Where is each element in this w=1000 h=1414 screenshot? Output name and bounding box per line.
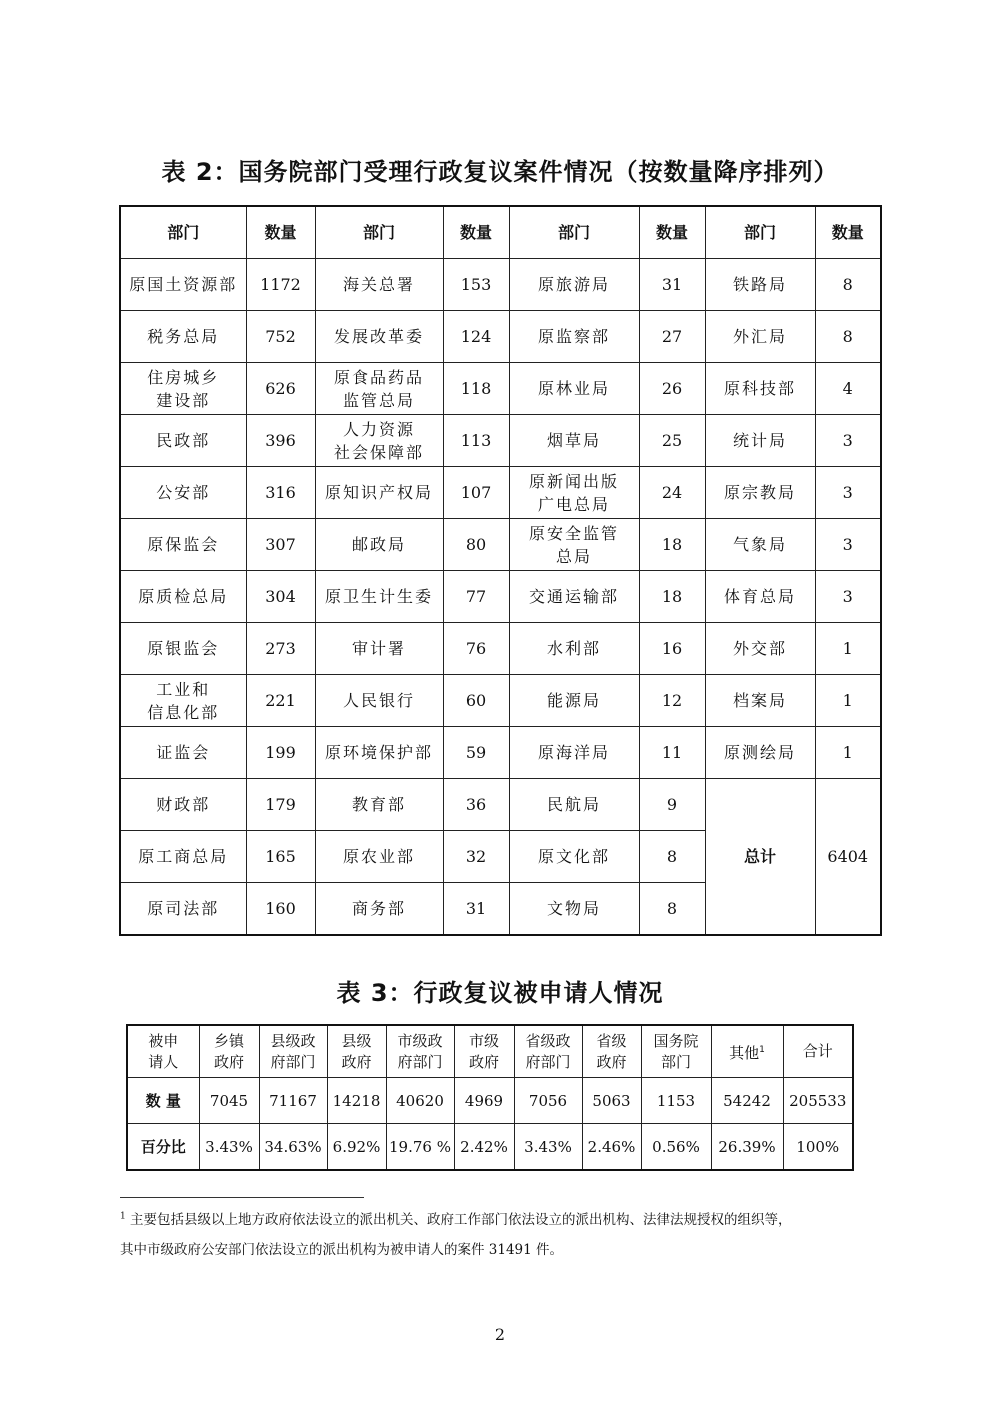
department-cell: 民航局 [509,779,639,831]
case-count-cell: 124 [443,311,509,363]
case-count-cell: 3 [815,519,881,571]
department-cell: 审计署 [315,623,443,675]
case-count-cell: 31 [639,259,705,311]
department-cell: 档案局 [705,675,815,727]
case-count-cell: 752 [246,311,315,363]
table-row [120,311,881,363]
case-count-cell: 77 [443,571,509,623]
table2-title: 表 2：国务院部门受理行政复议案件情况（按数量降序排列） [161,158,839,186]
respondent-table [126,1024,854,1171]
table-row [120,571,881,623]
count-cell: 40620 [386,1078,454,1124]
case-count-cell: 221 [246,675,315,727]
table-row [120,675,881,727]
table-header-row [127,1025,853,1078]
case-count-cell: 626 [246,363,315,415]
case-count-cell: 273 [246,623,315,675]
percent-cell: 2.46% [582,1124,641,1171]
case-count-cell: 165 [246,831,315,883]
department-cell: 人民银行 [315,675,443,727]
column-header-department: 部门 [120,206,246,259]
page-number: 2 [494,1325,506,1344]
count-cell: 7045 [199,1078,259,1124]
department-cell: 原文化部 [509,831,639,883]
case-count-cell: 396 [246,415,315,467]
case-count-cell: 16 [639,623,705,675]
case-count-cell: 3 [815,467,881,519]
column-header-count: 数量 [246,206,315,259]
percent-row-label: 百分比 [127,1124,199,1171]
department-cell: 住房城乡 建设部 [120,363,246,415]
column-header-respondent: 乡镇 政府 [199,1025,259,1078]
column-header-respondent: 市级政 府部门 [386,1025,454,1078]
count-cell: 5063 [582,1078,641,1124]
case-count-cell: 153 [443,259,509,311]
department-cell: 原科技部 [705,363,815,415]
footnote-divider [120,1197,364,1198]
department-cell: 烟草局 [509,415,639,467]
case-count-cell: 8 [815,311,881,363]
department-cell: 原海洋局 [509,727,639,779]
percent-cell: 2.42% [454,1124,514,1171]
case-count-cell: 1 [815,675,881,727]
count-cell: 1153 [641,1078,711,1124]
department-cell: 原测绘局 [705,727,815,779]
column-header-department: 部门 [705,206,815,259]
total-label-cell: 总计 [705,779,815,936]
column-header-respondent: 省级 政府 [582,1025,641,1078]
department-cell: 财政部 [120,779,246,831]
case-count-cell: 60 [443,675,509,727]
table-row [120,623,881,675]
department-cell: 外交部 [705,623,815,675]
department-cell: 原新闻出版 广电总局 [509,467,639,519]
case-count-cell: 199 [246,727,315,779]
percent-cell: 0.56% [641,1124,711,1171]
percent-cell: 26.39% [711,1124,783,1171]
percent-cell: 100% [783,1124,853,1171]
case-count-cell: 12 [639,675,705,727]
department-cell: 铁路局 [705,259,815,311]
other-label: 其他 [729,1043,760,1062]
department-cell: 原保监会 [120,519,246,571]
case-count-cell: 27 [639,311,705,363]
department-cell: 公安部 [120,467,246,519]
department-cell: 民政部 [120,415,246,467]
count-cell: 14218 [327,1078,386,1124]
case-count-cell: 113 [443,415,509,467]
percent-cell: 19.76 % [386,1124,454,1171]
column-header-respondent: 市级 政府 [454,1025,514,1078]
table-row [120,779,881,831]
department-cell: 交通运输部 [509,571,639,623]
column-header-respondent: 合计 [783,1025,853,1078]
department-cell: 原林业局 [509,363,639,415]
case-count-cell: 8 [815,259,881,311]
corner-header-cell: 被申 请人 [127,1025,199,1078]
column-header-respondent: 国务院 部门 [641,1025,711,1078]
case-count-cell: 4 [815,363,881,415]
percent-cell: 3.43% [514,1124,582,1171]
footnote-text-1: 主要包括县级以上地方政府依法设立的派出机关、政府工作部门依法设立的派出机构、法律法规授权的组织等， [130,1212,792,1228]
department-cell: 原安全监管 总局 [509,519,639,571]
total-value-cell: 6404 [815,779,881,936]
count-row-label: 数 量 [127,1078,199,1124]
table-header-row [120,206,881,259]
department-cell: 原司法部 [120,883,246,936]
department-cell: 原工商总局 [120,831,246,883]
department-cell: 人力资源 社会保障部 [315,415,443,467]
case-count-cell: 307 [246,519,315,571]
table-row [120,415,881,467]
department-cell: 原国土资源部 [120,259,246,311]
percent-row [127,1124,853,1171]
percent-cell: 6.92% [327,1124,386,1171]
case-count-cell: 36 [443,779,509,831]
count-cell: 7056 [514,1078,582,1124]
department-cell: 税务总局 [120,311,246,363]
case-count-cell: 31 [443,883,509,936]
percent-cell: 34.63% [259,1124,327,1171]
case-count-cell: 179 [246,779,315,831]
footnote-mark: 1 [120,1211,126,1222]
table-row [120,727,881,779]
column-header-count: 数量 [815,206,881,259]
department-cell: 原知识产权局 [315,467,443,519]
table-row [120,259,881,311]
department-cell: 统计局 [705,415,815,467]
case-count-cell: 8 [639,883,705,936]
case-count-cell: 316 [246,467,315,519]
percent-cell: 3.43% [199,1124,259,1171]
count-cell: 71167 [259,1078,327,1124]
department-cell: 海关总署 [315,259,443,311]
department-cell: 证监会 [120,727,246,779]
department-cell: 原质检总局 [120,571,246,623]
department-cell: 商务部 [315,883,443,936]
department-cases-table [119,205,882,936]
case-count-cell: 18 [639,519,705,571]
table-row [120,519,881,571]
case-count-cell: 80 [443,519,509,571]
department-cell: 能源局 [509,675,639,727]
case-count-cell: 76 [443,623,509,675]
column-header-count: 数量 [443,206,509,259]
department-cell: 原监察部 [509,311,639,363]
department-cell: 工业和 信息化部 [120,675,246,727]
column-header-department: 部门 [509,206,639,259]
case-count-cell: 32 [443,831,509,883]
department-cell: 原食品药品 监管总局 [315,363,443,415]
case-count-cell: 9 [639,779,705,831]
case-count-cell: 160 [246,883,315,936]
case-count-cell: 304 [246,571,315,623]
count-cell: 205533 [783,1078,853,1124]
case-count-cell: 3 [815,415,881,467]
case-count-cell: 59 [443,727,509,779]
case-count-cell: 8 [639,831,705,883]
department-cell: 原卫生计生委 [315,571,443,623]
department-cell: 外汇局 [705,311,815,363]
department-cell: 水利部 [509,623,639,675]
table-row [120,363,881,415]
case-count-cell: 11 [639,727,705,779]
case-count-cell: 25 [639,415,705,467]
department-cell: 文物局 [509,883,639,936]
case-count-cell: 3 [815,571,881,623]
column-header-respondent: 县级政 府部门 [259,1025,327,1078]
column-header-count: 数量 [639,206,705,259]
case-count-cell: 118 [443,363,509,415]
department-cell: 发展改革委 [315,311,443,363]
column-header-respondent: 县级 政府 [327,1025,386,1078]
table-row [120,467,881,519]
case-count-cell: 1172 [246,259,315,311]
department-cell: 邮政局 [315,519,443,571]
count-cell: 4969 [454,1078,514,1124]
column-header-department: 部门 [315,206,443,259]
table3-title: 表 3：行政复议被申请人情况 [336,979,664,1007]
column-header-respondent [711,1025,783,1078]
case-count-cell: 26 [639,363,705,415]
footnote-line-1 [120,1208,890,1228]
count-cell: 54242 [711,1078,783,1124]
footnote-line-2: 其中市级政府公安部门依法设立的派出机构为被申请人的案件 31491 件。 [120,1242,564,1258]
case-count-cell: 18 [639,571,705,623]
department-cell: 教育部 [315,779,443,831]
column-header-respondent: 省级政 府部门 [514,1025,582,1078]
department-cell: 原旅游局 [509,259,639,311]
footnote-ref-mark: 1 [759,1044,765,1055]
case-count-cell: 24 [639,467,705,519]
department-cell: 原银监会 [120,623,246,675]
count-row [127,1078,853,1124]
department-cell: 原环境保护部 [315,727,443,779]
department-cell: 原农业部 [315,831,443,883]
case-count-cell: 107 [443,467,509,519]
department-cell: 体育总局 [705,571,815,623]
department-cell: 气象局 [705,519,815,571]
case-count-cell: 1 [815,727,881,779]
case-count-cell: 1 [815,623,881,675]
department-cell: 原宗教局 [705,467,815,519]
